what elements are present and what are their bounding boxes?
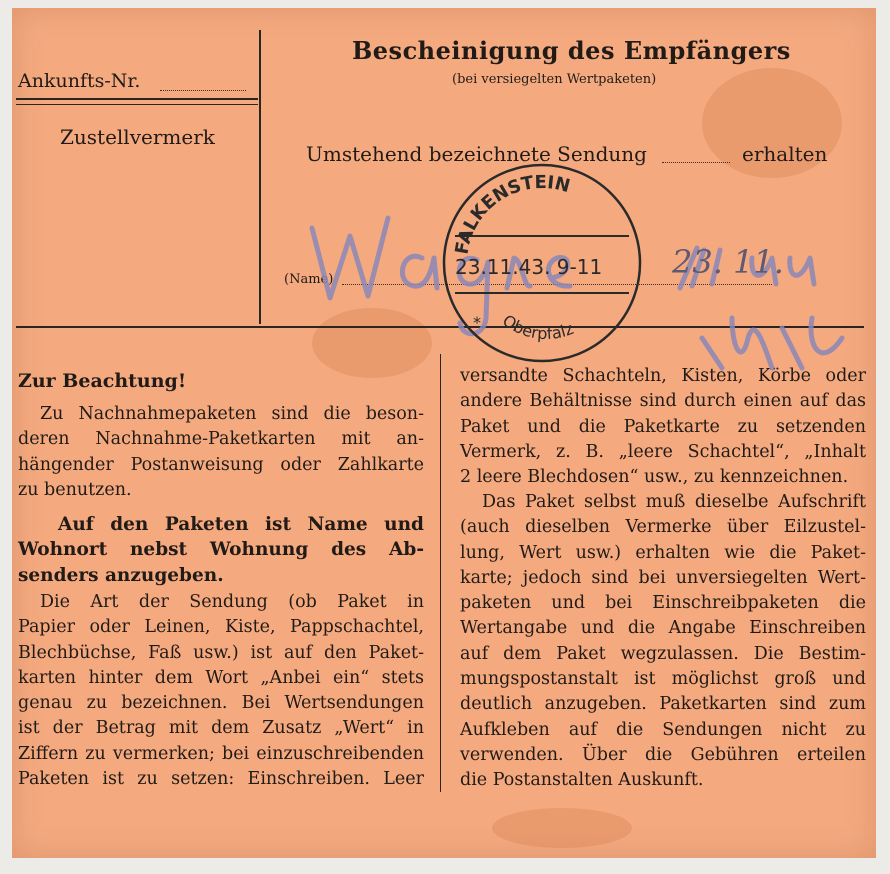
text-line: Paket und die Paketkarte zu setzenden <box>460 416 866 437</box>
text-line: karten hinter dem Wort „Anbei ein“ stets <box>18 667 424 688</box>
delivery-note-label: Zustellvermerk <box>60 125 215 149</box>
text-line: zu benutzen. <box>18 479 132 500</box>
arrival-number-line <box>160 90 246 91</box>
text-line: hängender Postanweisung oder Zahlkarte <box>18 454 424 475</box>
arrival-divider-thin <box>16 104 258 105</box>
stamp-star: * <box>473 313 481 332</box>
text-line: andere Behältnisse sind durch einen auf das <box>460 391 866 412</box>
signature-stroke <box>402 256 437 288</box>
text-line: deren Nachnahme-Paketkarten mit an- <box>18 429 424 450</box>
notice-paragraph-3 <box>18 590 424 792</box>
received-text: Umstehend bezeichnete Sendung <box>306 142 647 166</box>
text-line: Papier oder Leinen, Kiste, Pappschachtel, <box>18 617 424 638</box>
text-line: Das Paket selbst muß dieselbe Aufschrift <box>482 492 866 512</box>
parcel-card <box>12 8 876 858</box>
text-line: 2 leere Blechdosen“ usw., zu kennzeichnen. <box>460 467 849 488</box>
text-line: die Postanstalten Auskunft. <box>460 770 704 791</box>
text-line: Aufkleben auf die Sendungen nicht zu <box>460 719 866 740</box>
received-line <box>662 162 730 163</box>
name-label: (Name) <box>284 272 334 287</box>
text-line: genau zu bezeichnen. Bei Wertsendungen <box>18 693 424 714</box>
header-vertical-divider <box>259 30 261 324</box>
stamp-datetime: 23.11.43. 9-11 <box>455 255 603 279</box>
notice-paragraph-5 <box>460 490 866 794</box>
text-line: mungspostanstalt ist möglichst groß und <box>460 669 866 690</box>
text-line: verwenden. Über die Gebühren erteilen <box>460 744 866 765</box>
text-line: senders anzugeben. <box>18 564 224 586</box>
arrival-divider <box>16 98 258 100</box>
notice-paragraph-1 <box>18 402 424 503</box>
certificate-subtitle: (bei versiegelten Wertpaketen) <box>452 72 657 87</box>
text-line: Blechbüchse, Faß usw.) ist auf den Paket- <box>18 642 424 663</box>
paper-stain <box>492 808 632 848</box>
text-line: versandte Schachteln, Kisten, Körbe oder <box>460 366 866 386</box>
text-line: Wertangabe und die Angabe Einschreiben <box>460 618 866 639</box>
text-line: auf dem Paket wegzulassen. Die Bestim- <box>460 643 866 664</box>
stamp-town: FALKENSTEIN <box>451 171 573 256</box>
column-divider <box>440 354 441 792</box>
text-line: Vermerk, z. B. „leere Schachtel“, „Inhalt <box>460 441 866 462</box>
signature-date: 23. 11. <box>672 243 784 281</box>
text-line: Paketen ist zu setzen: Einschreiben. Leer <box>18 769 424 790</box>
signature-stroke <box>312 218 388 298</box>
certificate-title: Bescheinigung des Empfängers <box>352 36 791 65</box>
notice-heading: Zur Beachtung! <box>18 370 187 392</box>
text-line: Die Art der Sendung (ob Paket in <box>40 592 424 612</box>
stamp-region: Oberpfalz <box>499 310 577 344</box>
text-line: lung, Wert usw.) erhalten wie die Paket- <box>460 542 866 563</box>
text-line: Ziffern zu vermerken; bei einzuschreibenden <box>18 743 424 764</box>
signature-stroke <box>702 318 842 368</box>
text-line: (auch dieselben Vermerke über Eilzustel- <box>460 517 866 538</box>
text-line: paketen und bei Einschreibpaketen die <box>460 593 866 614</box>
text-line: deutlich anzugeben. Paketkarten sind zum <box>460 694 866 715</box>
notice-paragraph-2 <box>18 512 424 588</box>
postmark-stamp <box>437 158 647 368</box>
text-line: Zu Nachnahmepaketen sind die beson- <box>40 404 424 424</box>
text-line: Auf den Paketen ist Name und <box>58 514 424 535</box>
arrival-number-label: Ankunfts-Nr. <box>18 70 141 92</box>
text-line: ist der Betrag mit dem Zusatz „Wert“ in <box>18 718 424 739</box>
text-line: Wohnort nebst Wohnung des Ab- <box>18 539 424 561</box>
received-text-end: erhalten <box>742 142 828 166</box>
text-line: karte; jedoch sind bei unversiegelten Wert- <box>460 567 866 588</box>
